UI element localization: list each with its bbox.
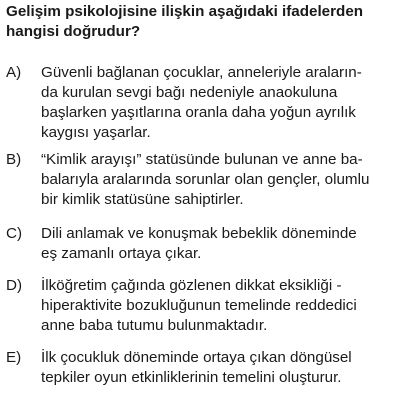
option-a-line: da kurulan sevgi bağı nedeniyle anaokuluna bbox=[41, 84, 338, 101]
option-d-line: İlköğretim çağında gözlenen dikkat eksikliği - bbox=[41, 277, 342, 294]
option-e-letter: E) bbox=[6, 349, 22, 366]
question-line: hangisi doğrudur? bbox=[6, 23, 141, 40]
option-d-line: hiperaktivite bozukluğunun temelinde reddedici bbox=[41, 297, 357, 314]
option-b-text bbox=[41, 150, 406, 210]
option-d-text bbox=[41, 276, 406, 336]
question-line: Gelişim psikolojisine ilişkin aşağıdaki ifadelerden bbox=[6, 3, 364, 20]
option-a-letter: A) bbox=[6, 64, 22, 81]
option-d-letter: D) bbox=[6, 277, 23, 294]
option-e-line: tepkiler oyun etkinliklerinin temelini oluşturur. bbox=[41, 369, 342, 386]
option-d-line: anne baba tutumu bulunmaktadır. bbox=[41, 317, 268, 334]
option-c-line: eş zamanlı ortaya çıkar. bbox=[41, 245, 202, 262]
option-b-line: balarıyla aralarında sorunlar olan gençler, olumlu bbox=[41, 171, 370, 188]
option-e-text bbox=[41, 348, 406, 388]
option-b-line: bir kimlik statüsüne sahiptirler. bbox=[41, 191, 244, 208]
option-a-line: kaygısı yaşarlar. bbox=[41, 124, 151, 141]
option-e-line: İlk çocukluk döneminde ortaya çıkan döngüsel bbox=[41, 349, 352, 366]
question-stem bbox=[6, 2, 406, 42]
option-c-text bbox=[41, 224, 406, 264]
option-a-line: Güvenli bağlanan çocuklar, anneleriyle araların- bbox=[41, 64, 362, 81]
option-b-line: “Kimlik arayışı” statüsünde bulunan ve anne ba- bbox=[41, 151, 363, 168]
option-c-line: Dili anlamak ve konuşmak bebeklik döneminde bbox=[41, 225, 357, 242]
option-b-letter: B) bbox=[6, 151, 22, 168]
option-c-letter: C) bbox=[6, 225, 23, 242]
option-a-line: başlarken yaşıtlarına oranla daha yoğun ayrılık bbox=[41, 104, 356, 121]
option-a-text bbox=[41, 63, 406, 143]
